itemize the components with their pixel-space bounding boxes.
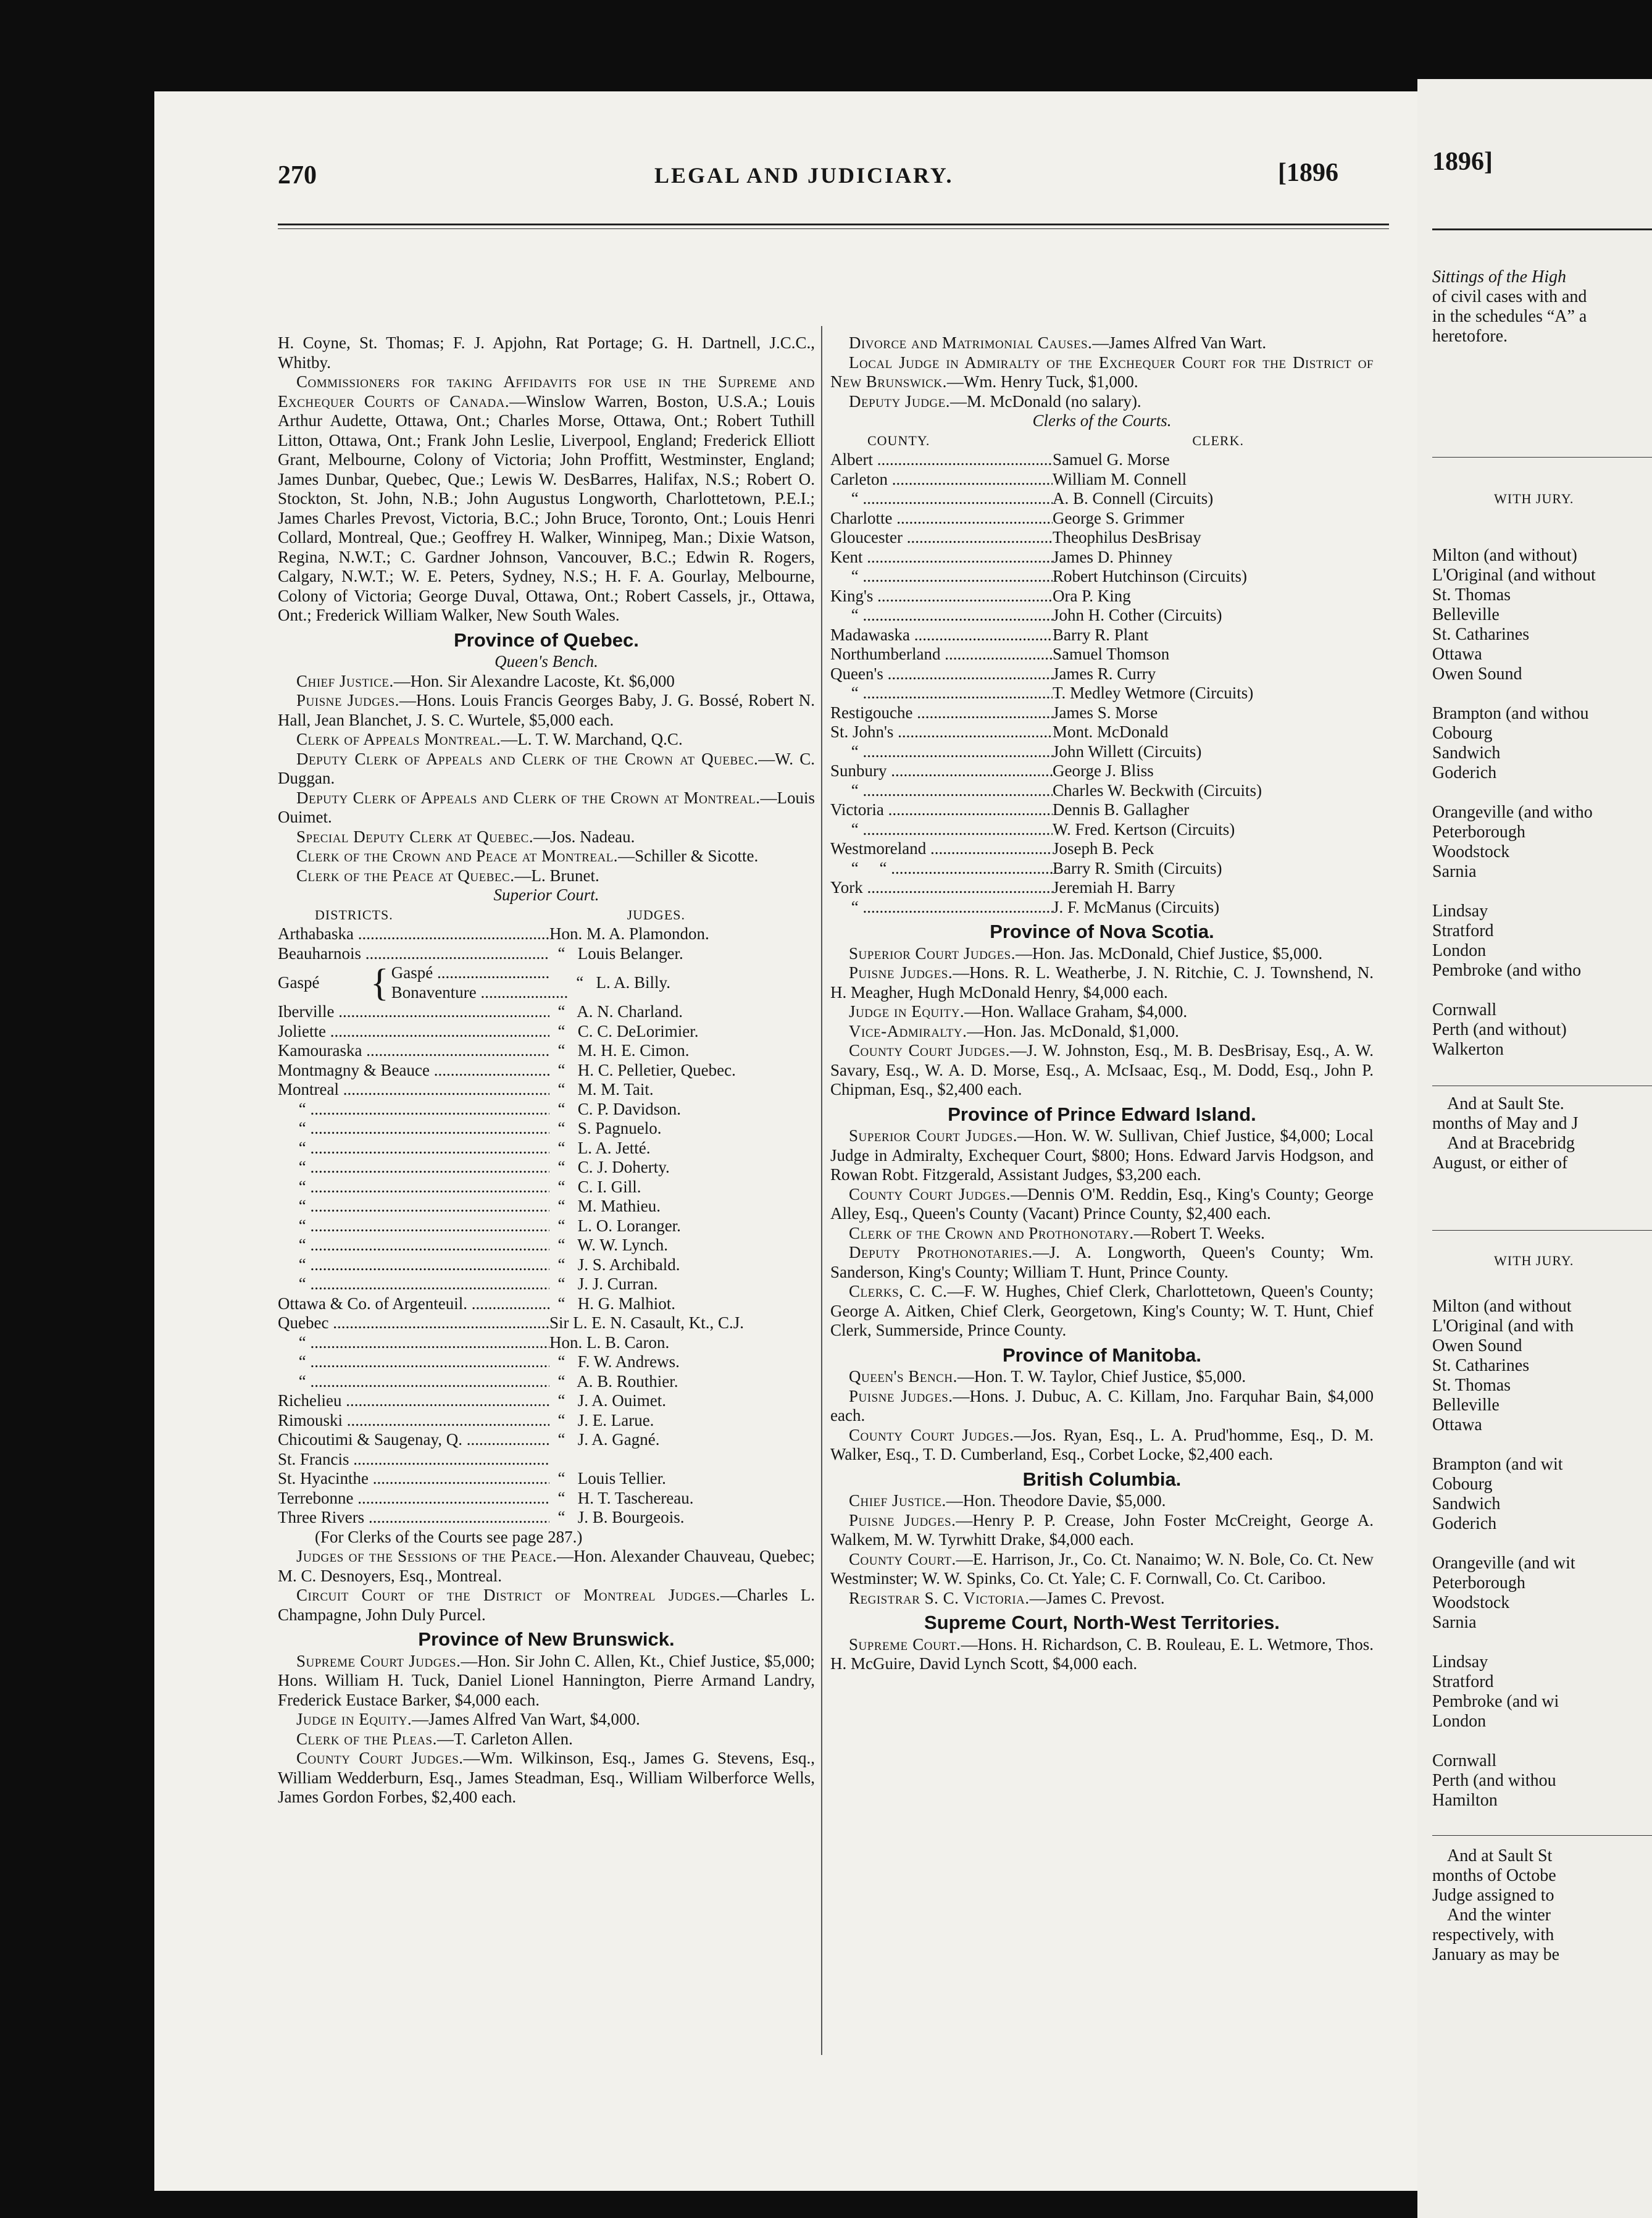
list-item: And the winter xyxy=(1447,1906,1551,1925)
facing-header-rule xyxy=(1432,228,1652,230)
table-row: Montreal ..... “ M. M. Tait. xyxy=(278,1080,815,1100)
list-item: L'Original (and with xyxy=(1432,1316,1574,1336)
entry-pei-county: County Court Judges.—Dennis O'M. Reddin, Esq., King's County; George Alley, Esq., Queen's County (Vacant) Prince County, $2,400 each. xyxy=(830,1184,1374,1223)
table-row: “ ..... “ J. S. Archibald. xyxy=(278,1255,815,1275)
brace-glyph: { xyxy=(370,961,389,1004)
table-row: “ ..... “ C. P. Davidson. xyxy=(278,1100,815,1119)
table-row: Westmoreland ..... Joseph B. Peck xyxy=(830,839,1374,859)
table-row: “ ..... Hon. L. B. Caron. xyxy=(278,1333,815,1353)
list-item: Orangeville (and wit xyxy=(1432,1554,1575,1573)
table-row: Joliette ..... “ C. C. DeLorimier. xyxy=(278,1022,815,1042)
table-row: Gloucester ..... Theophilus DesBrisay xyxy=(830,528,1374,548)
list-item: Lindsay xyxy=(1432,1652,1488,1672)
facing-sault-2 xyxy=(1432,1846,1652,1965)
list-item: Judge assigned to xyxy=(1432,1886,1554,1905)
table-row: Charlotte ..... George S. Grimmer xyxy=(830,509,1374,529)
clerks-note: (For Clerks of the Courts see page 287.) xyxy=(315,1527,583,1546)
list-item: St. Catharines xyxy=(1432,625,1530,644)
list-item: Goderich xyxy=(1432,763,1497,782)
list-item: Cornwall xyxy=(1432,1751,1497,1770)
districts-table xyxy=(278,924,815,1528)
table-row: “ ..... J. F. McManus (Circuits) xyxy=(830,898,1374,918)
list-item: Brampton (and withou xyxy=(1432,704,1589,723)
table-row: “ ..... “ C. J. Doherty. xyxy=(278,1158,815,1178)
list-item: Pembroke (and witho xyxy=(1432,961,1582,980)
list-item: Woodstock xyxy=(1432,842,1510,861)
entry-admiralty: Local Judge in Admiralty of the Exchequer Court for the District of New Brunswick.—Wm. Henry Tuck, $1,000. xyxy=(830,353,1374,391)
list-item: Owen Sound xyxy=(1432,1336,1522,1355)
table-row: “ ..... A. B. Connell (Circuits) xyxy=(830,489,1374,509)
table-row: King's ..... Ora P. King xyxy=(830,587,1374,606)
list-item: Perth (and withou xyxy=(1432,1771,1556,1790)
facing-page-year: 1896] xyxy=(1432,148,1493,176)
clerks-table xyxy=(830,450,1374,917)
table-row: Northumberland ..... Samuel Thomson xyxy=(830,645,1374,664)
heading-nova-scotia: Province of Nova Scotia. xyxy=(990,921,1214,942)
entry-nb-pleas: Clerk of the Pleas.—T. Carleton Allen. xyxy=(296,1729,573,1748)
list-item: Belleville xyxy=(1432,605,1500,624)
list-item: L'Original (and without xyxy=(1432,566,1596,585)
table-row: “ ..... John H. Cother (Circuits) xyxy=(830,606,1374,626)
running-title: LEGAL AND JUDICIARY. xyxy=(654,163,954,188)
table-row: “ ..... “ M. Mathieu. xyxy=(278,1197,815,1216)
table-row: “ ..... John Willett (Circuits) xyxy=(830,742,1374,762)
table-row: Terrebonne ..... “ H. T. Taschereau. xyxy=(278,1489,815,1509)
table-row: St. John's ..... Mont. McDonald xyxy=(830,722,1374,742)
table-row: Victoria ..... Dennis B. Gallagher xyxy=(830,800,1374,820)
entry-chief-justice: Chief Justice.—Hon. Sir Alexandre Lacoste, Kt. $6,000 xyxy=(296,671,675,690)
list-item: And at Sault St xyxy=(1447,1846,1553,1865)
subheading-superior-court: Superior Court. xyxy=(493,885,599,904)
list-item: Sarnia xyxy=(1432,862,1477,881)
list-item: Cornwall xyxy=(1432,1000,1497,1019)
list-item: Stratford xyxy=(1432,921,1494,940)
table-row: Sunbury ..... George J. Bliss xyxy=(830,761,1374,781)
subheading-clerks: Clerks of the Courts. xyxy=(1032,411,1172,430)
entry-ns-equity: Judge in Equity.—Hon. Wallace Graham, $4,000. xyxy=(849,1002,1188,1021)
entry-ns-vice: Vice-Admiralty.—Hon. Jas. McDonald, $1,000. xyxy=(849,1021,1179,1040)
table-row: Richelieu ..... “ J. A. Ouimet. xyxy=(278,1391,815,1411)
subheading-queens-bench: Queen's Bench. xyxy=(494,652,598,671)
table-row: Quebec ..... Sir L. E. N. Casault, Kt., C.J. xyxy=(278,1313,815,1333)
list-item: Cobourg xyxy=(1432,1475,1493,1494)
list-item: Woodstock xyxy=(1432,1593,1510,1612)
entry-man-puisne: Puisne Judges.—Hons. J. Dubuc, A. C. Killam, Jno. Farquhar Bain, $4,000 each. xyxy=(830,1386,1374,1425)
list-item: Milton (and without) xyxy=(1432,546,1577,565)
entry-nb-equity: Judge in Equity.—James Alfred Van Wart, $4,000. xyxy=(296,1710,640,1728)
table-row: Carleton ..... William M. Connell xyxy=(830,470,1374,490)
facing-page xyxy=(1417,79,1652,2218)
entry-deputy-quebec: Deputy Clerk of Appeals and Clerk of the Crown at Quebec.—W. C. Duggan. xyxy=(278,749,815,787)
list-item: London xyxy=(1432,941,1487,960)
heading-quebec: Province of Quebec. xyxy=(454,629,639,651)
entry-special-deputy: Special Deputy Clerk at Quebec.—Jos. Nadeau. xyxy=(296,827,635,846)
entry-puisne-judges: Puisne Judges.—Hons. Louis Francis Georges Baby, J. G. Bossé, Robert N. Hall, Jean Blanchet, J. S. C. Wurtele, $5,000 each. xyxy=(278,691,815,729)
table-row: Madawaska ..... Barry R. Plant xyxy=(830,626,1374,645)
list-item: Orangeville (and witho xyxy=(1432,803,1593,822)
list-item: Perth (and without) xyxy=(1432,1020,1567,1039)
column-divider xyxy=(821,326,822,2055)
facing-intro: Sittings of the High of civil cases with and in the schedules “A” a heretofore. xyxy=(1432,267,1587,346)
running-year: [1896 xyxy=(1278,159,1338,187)
table-row: Montmagny & Beauce ..... “ H. C. Pelletier, Quebec. xyxy=(278,1061,815,1081)
list-item: Peterborough xyxy=(1432,822,1525,842)
list-item: months of May and J xyxy=(1432,1114,1579,1133)
table-row: Beauharnois ..... “ Louis Belanger. xyxy=(278,944,815,964)
list-item: Pembroke (and wi xyxy=(1432,1692,1559,1711)
heading-british-columbia: British Columbia. xyxy=(1022,1468,1182,1490)
entry-bc-county: County Court.—E. Harrison, Jr., Co. Ct. Nanaimo; W. N. Bole, Co. Ct. New Westminster; W. W. Spinks, Co. Ct. Yale; C. F. Cornwall, Co. Ct. Cariboo. xyxy=(830,1549,1374,1588)
facing-rule xyxy=(1432,1835,1652,1836)
list-item: Peterborough xyxy=(1432,1573,1525,1592)
heading-pei: Province of Prince Edward Island. xyxy=(948,1103,1256,1125)
right-column xyxy=(830,333,1374,1674)
entry-clerk-appeals: Clerk of Appeals Montreal.—L. T. W. Marchand, Q.C. xyxy=(296,730,683,748)
list-item: Cobourg xyxy=(1432,724,1493,743)
table-row: Rimouski ..... “ J. E. Larue. xyxy=(278,1411,815,1431)
table-row: “ ..... T. Medley Wetmore (Circuits) xyxy=(830,684,1374,703)
entry-bc-registrar: Registrar S. C. Victoria.—James C. Prevost. xyxy=(849,1588,1165,1607)
entry-pei-deputy: Deputy Prothonotaries.—J. A. Longworth, Queen's County; Wm. Sanderson, King's County; William T. Hunt, Prince County. xyxy=(830,1243,1374,1281)
facing-rule xyxy=(1432,457,1652,458)
list-item: Lindsay xyxy=(1432,902,1488,921)
table-row: “ ..... “ F. W. Andrews. xyxy=(278,1352,815,1372)
table-row: “ ..... “ J. J. Curran. xyxy=(278,1274,815,1294)
entry-ns-superior: Superior Court Judges.—Hon. Jas. McDonald, Chief Justice, $5,000. xyxy=(849,944,1323,963)
table-row: York ..... Jeremiah H. Barry xyxy=(830,878,1374,898)
list-item: Hamilton xyxy=(1432,1791,1498,1810)
table-row: “ “ ..... Barry R. Smith (Circuits) xyxy=(830,859,1374,879)
entry-nwt-supreme: Supreme Court.—Hons. H. Richardson, C. B. Rouleau, E. L. Wetmore, Thos. H. McGuire, David Lynch Scott, $4,000 each. xyxy=(830,1634,1374,1673)
list-item: Ottawa xyxy=(1432,645,1482,664)
table-row: Kamouraska ..... “ M. H. E. Cimon. xyxy=(278,1041,815,1061)
table-row: Three Rivers ..... “ J. B. Bourgeois. xyxy=(278,1508,815,1528)
table-row: Iberville ..... “ A. N. Charland. xyxy=(278,1002,815,1022)
entry-pei-clerks: Clerks, C. C.—F. W. Hughes, Chief Clerk, Charlottetown, Queen's County; George A. Aitken, Chief Clerk, Georgetown, King's County; W. T. Hunt, Chief Clerk, Summerside, Prince County. xyxy=(830,1282,1374,1339)
entry-ns-puisne: Puisne Judges.—Hons. R. L. Weatherbe, J. N. Ritchie, C. J. Townshend, N. H. Meagher, Hugh McDonald Henry, $4,000 each. xyxy=(830,963,1374,1002)
list-item: August, or either of xyxy=(1432,1153,1568,1173)
list-item: Belleville xyxy=(1432,1396,1500,1415)
list-item: Stratford xyxy=(1432,1672,1494,1691)
entry-circuit: Circuit Court of the District of Montreal Judges.—Charles L. Champagne, John Duly Purcel. xyxy=(278,1586,815,1624)
facing-list-2 xyxy=(1432,1297,1652,1830)
entry-bc-chief: Chief Justice.—Hon. Theodore Davie, $5,000. xyxy=(849,1491,1166,1510)
table-row: St. Hyacinthe ..... “ Louis Tellier. xyxy=(278,1469,815,1489)
facing-with-jury-2: WITH JURY. xyxy=(1494,1253,1574,1268)
districts-table-header: DISTRICTS. JUDGES. xyxy=(315,906,685,923)
table-row: “ ..... “ W. W. Lynch. xyxy=(278,1236,815,1255)
list-item: London xyxy=(1432,1712,1487,1731)
table-row: Albert ..... Samuel G. Morse xyxy=(830,450,1374,470)
list-item: Owen Sound xyxy=(1432,664,1522,684)
table-row: “ ..... “ A. B. Routhier. xyxy=(278,1372,815,1392)
entry-crown-peace: Clerk of the Crown and Peace at Montreal.—Schiller & Sicotte. xyxy=(296,847,759,865)
facing-rule xyxy=(1432,1230,1652,1231)
entry-man-bench: Queen's Bench.—Hon. T. W. Taylor, Chief Justice, $5,000. xyxy=(849,1367,1246,1386)
table-row: St. Francis ..... xyxy=(278,1450,815,1470)
table-row: “ ..... “ S. Pagnuelo. xyxy=(278,1119,815,1139)
commissioners-paragraph: Commissioners for taking Affidavits for use in the Supreme and Exchequer Courts of Canada.—Winslow Warren, Boston, U.S.A.; Louis Arthur Audette, Ottawa, Ont.; Charles Morse, Ottawa, Ont.; Robert Tuthill Litton, Ottawa, Ont.; Frank John Leslie, Liverpool, England; Frederick Elliott Grant, Melbourne, Colony of Victoria; John Proffitt, Westminster, England; James Dunbar, Quebec, Que.; Lewis W. DesBarres, Halifax, N.S.; Robert O. Stockton, St. John, N.B.; John Augustus Longworth, Charlottetown, P.E.I.; James Charles Prevost, Victoria, B.C.; John Bruce, Toronto, Ont.; Louis Henri Collard, Montreal, Que.; Geoffrey H. Walker, Winnipeg, Man.; Dixie Watson, Regina, N.W.T.; C. Gardner Johnson, Vancouver, B.C.; Edwin R. Rogers, Calgary, N.W.T.; W. E. Peters, Sydney, N.S.; H. F. A. Gourlay, Melbourne, Colony of Victoria; George Duval, Ottawa, Ont.; Robert Cassels, jr., Ottawa, Ont.; Frederick William Walker, New South Wales. xyxy=(278,372,816,624)
table-row: Kent ..... James D. Phinney xyxy=(830,548,1374,567)
entry-ns-county: County Court Judges.—J. W. Johnston, Esq., M. B. DesBrisay, Esq., A. W. Savary, Esq., W. A. D. Morse, Esq., A. McIsaac, Esq., M. Dodd, Esq., John P. Chipman, Esq., $2,400 each. xyxy=(830,1041,1374,1099)
book-page xyxy=(154,91,1421,2191)
clerks-table-header: COUNTY. CLERK. xyxy=(867,432,1244,448)
header-rule-thin xyxy=(278,228,1389,229)
list-item: And at Bracebridg xyxy=(1447,1134,1575,1153)
list-item: Brampton (and wit xyxy=(1432,1455,1563,1474)
table-row: Ottawa & Co. of Argenteuil. ..... “ H. G. Malhiot. xyxy=(278,1294,815,1314)
table-row: Chicoutimi & Saugenay, Q. ..... “ J. A. Gagné. xyxy=(278,1430,815,1450)
list-item: Ottawa xyxy=(1432,1415,1482,1434)
heading-manitoba: Province of Manitoba. xyxy=(1002,1344,1202,1366)
entry-peace-quebec: Clerk of the Peace at Quebec.—L. Brunet. xyxy=(296,866,599,885)
heading-north-west-territories: Supreme Court, North-West Territories. xyxy=(924,1612,1280,1633)
list-item: January as may be xyxy=(1432,1945,1560,1964)
list-item: Milton (and without xyxy=(1432,1297,1572,1316)
entry-sessions: Judges of the Sessions of the Peace.—Hon. Alexander Chauveau, Quebec; M. C. Desnoyers, Esq., Montreal. xyxy=(278,1547,815,1585)
page-number: 270 xyxy=(278,161,317,190)
list-item: respectively, with xyxy=(1432,1925,1554,1944)
list-item: St. Thomas xyxy=(1432,585,1511,605)
table-row: “ ..... “ C. I. Gill. xyxy=(278,1178,815,1197)
table-row: “ ..... “ L. O. Loranger. xyxy=(278,1216,815,1236)
list-item: Goderich xyxy=(1432,1514,1497,1533)
intro-paragraph: H. Coyne, St. Thomas; F. J. Apjohn, Rat Portage; G. H. Dartnell, J.C.C., Whitby. xyxy=(278,333,815,372)
entry-pei-superior: Superior Court Judges.—Hon. W. W. Sullivan, Chief Justice, $4,000; Local Judge in Admiralty, Exchequer Court, $800; Hons. Edward Jarvis Hodgson, and Rowan Robt. Fitzgerald, Assistant Judges, $3,200 each. xyxy=(830,1126,1374,1184)
table-row: Restigouche ..... James S. Morse xyxy=(830,703,1374,723)
list-item: Sandwich xyxy=(1432,1494,1501,1513)
table-row: “ ..... W. Fred. Kertson (Circuits) xyxy=(830,820,1374,840)
entry-nb-supreme: Supreme Court Judges.—Hon. Sir John C. Allen, Kt., Chief Justice, $5,000; Hons. William H. Tuck, Daniel Lionel Hannington, Pierre Armand Landry, Frederick Eustace Barker, $4,000 each. xyxy=(278,1651,816,1709)
header-rule xyxy=(278,224,1389,225)
list-item: And at Sault Ste. xyxy=(1447,1094,1564,1113)
entry-nb-county: County Court Judges.—Wm. Wilkinson, Esq., James G. Stevens, Esq., William Wedderburn, Esq., James Steadman, Esq., William Wilberforce Wells, James Gordon Forbes, $2,400 each. xyxy=(278,1749,816,1806)
list-item: months of Octobe xyxy=(1432,1866,1556,1885)
entry-deputy-montreal: Deputy Clerk of Appeals and Clerk of the Crown at Montreal.—Louis Ouimet. xyxy=(278,788,815,826)
entry-bc-puisne: Puisne Judges.—Henry P. P. Crease, John Foster McCreight, George A. Walkem, M. W. Tyrwhitt Drake, $4,000 each. xyxy=(830,1510,1374,1549)
entry-deputy-judge: Deputy Judge.—M. McDonald (no salary). xyxy=(849,391,1141,411)
heading-new-brunswick: Province of New Brunswick. xyxy=(418,1628,675,1650)
entry-pei-crown: Clerk of the Crown and Prothonotary.—Robert T. Weeks. xyxy=(849,1223,1265,1242)
left-column xyxy=(278,333,815,1807)
list-item: Walkerton xyxy=(1432,1040,1504,1059)
list-item: St. Thomas xyxy=(1432,1376,1511,1395)
facing-sault-1 xyxy=(1432,1094,1652,1173)
list-item: Sarnia xyxy=(1432,1613,1477,1632)
table-row: “ ..... “ L. A. Jetté. xyxy=(278,1139,815,1158)
entry-man-county: County Court Judges.—Jos. Ryan, Esq., L. A. Prud'homme, Esq., D. M. Walker, Esq., T. D. Cumberland, Esq., Corbet Locke, $2,400 each. xyxy=(830,1425,1374,1463)
list-item: Sandwich xyxy=(1432,743,1501,763)
table-row-gaspe: Gaspé { Gaspé ..... Bonaventure ..... “ L. A. Billy. xyxy=(278,963,815,1002)
table-row: Arthabaska ..... Hon. M. A. Plamondon. xyxy=(278,924,815,944)
table-row: “ ..... Charles W. Beckwith (Circuits) xyxy=(830,781,1374,801)
entry-divorce: Divorce and Matrimonial Causes.—James Alfred Van Wart. xyxy=(849,333,1267,352)
table-row: Queen's ..... James R. Curry xyxy=(830,664,1374,684)
list-item: St. Catharines xyxy=(1432,1356,1530,1375)
facing-list-1 xyxy=(1432,546,1652,1079)
facing-with-jury-1: WITH JURY. xyxy=(1494,491,1574,506)
table-row: “ ..... Robert Hutchinson (Circuits) xyxy=(830,567,1374,587)
